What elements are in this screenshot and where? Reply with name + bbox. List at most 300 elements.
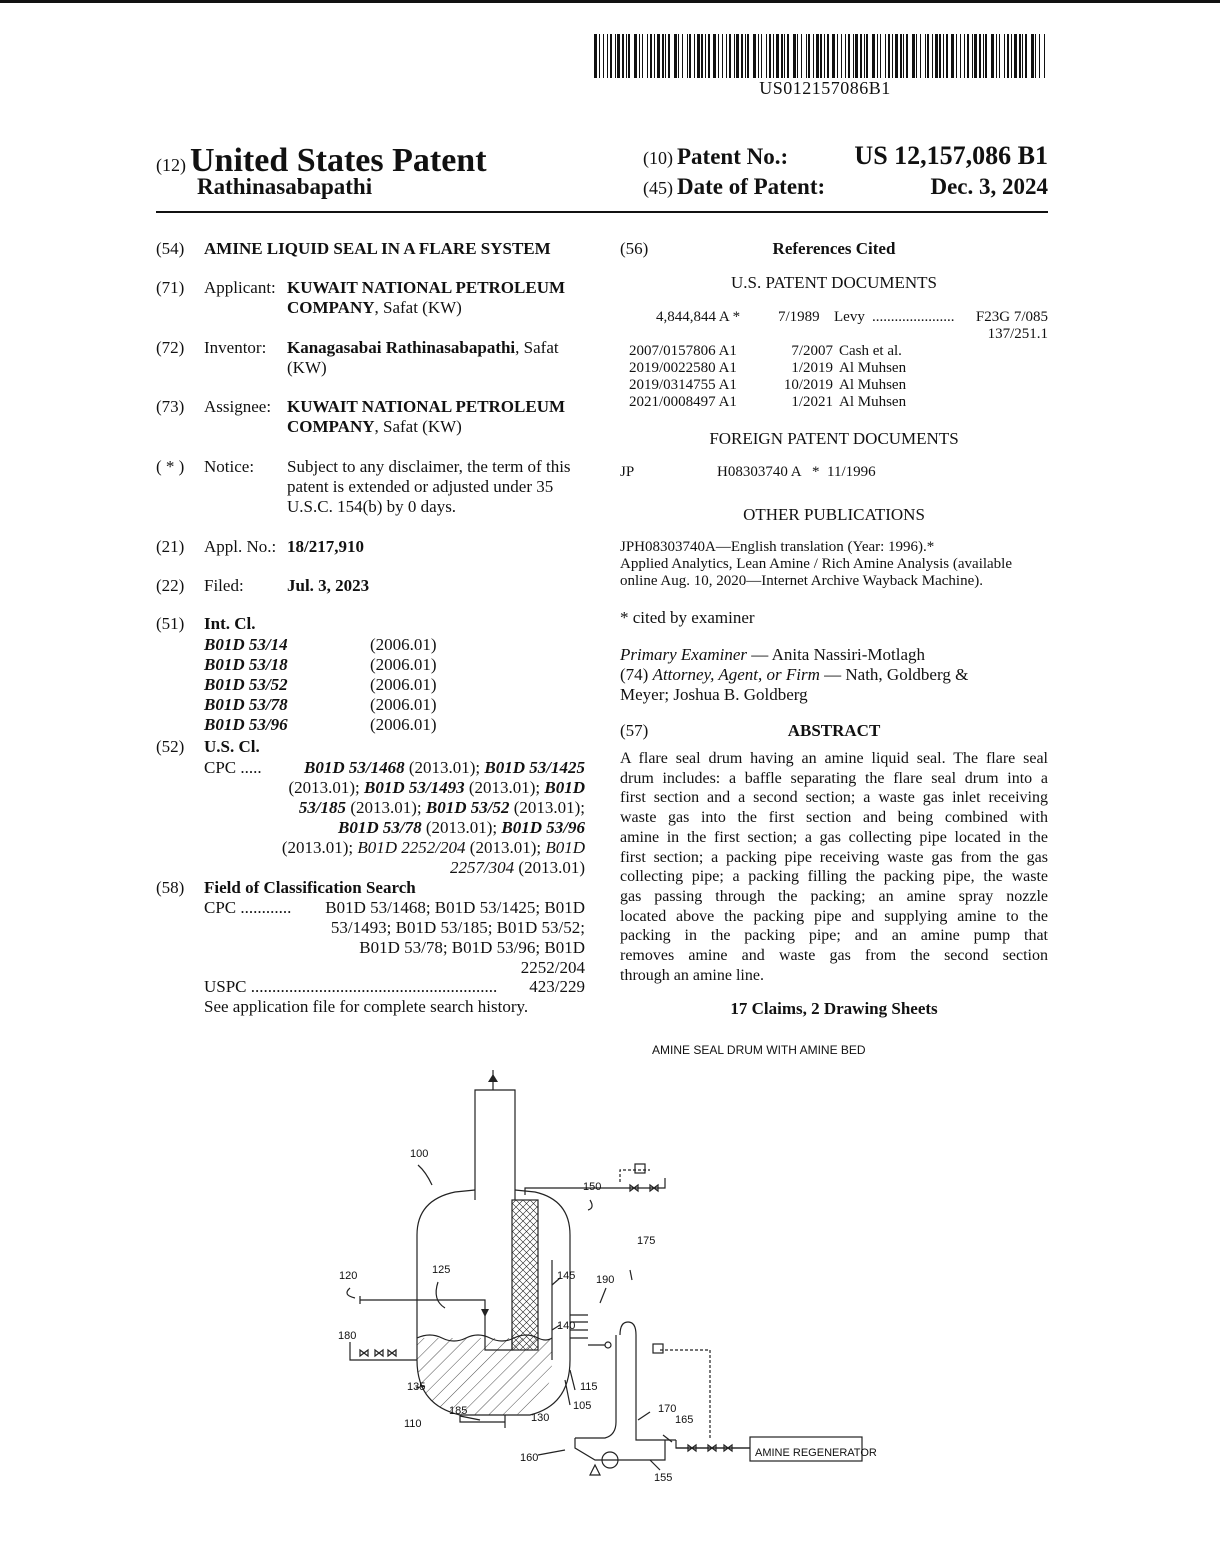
invention-title: AMINE LIQUID SEAL IN A FLARE SYSTEM bbox=[204, 239, 551, 258]
barcode-bar bbox=[920, 34, 921, 78]
flare-stack bbox=[475, 1090, 515, 1200]
label-175: 175 bbox=[637, 1235, 656, 1247]
barcode-bar bbox=[972, 34, 973, 78]
intcl-field-number: (51) bbox=[156, 614, 185, 633]
label-190: 190 bbox=[596, 1274, 615, 1286]
foreign-docs-heading: FOREIGN PATENT DOCUMENTS bbox=[709, 429, 959, 448]
barcode-bar bbox=[1035, 34, 1036, 78]
cpc-year: (2013.01) bbox=[514, 858, 585, 877]
barcode-bar bbox=[713, 34, 716, 78]
barcode-bar bbox=[701, 34, 703, 78]
inventor-surname: Rathinasabapathi bbox=[197, 174, 373, 199]
cpc-code: B01D 53/96 bbox=[501, 818, 585, 837]
barcode-bar bbox=[776, 34, 779, 78]
notice-text bbox=[287, 457, 587, 517]
label-100: 100 bbox=[410, 1148, 429, 1160]
cpc-code: B01D 53/78 bbox=[338, 818, 422, 837]
label-145: 145 bbox=[557, 1270, 576, 1282]
attorney-name-2: Meyer; Joshua B. Goldberg bbox=[620, 685, 808, 704]
abstract-text bbox=[620, 749, 1048, 985]
barcode-bar bbox=[784, 34, 785, 78]
other-pub-line: JPH08303740A—English translation (Year: 1996).* bbox=[620, 539, 935, 555]
barcode-bar bbox=[912, 34, 915, 78]
intcl-year: (2006.01) bbox=[370, 695, 437, 714]
label-120: 120 bbox=[339, 1270, 358, 1282]
barcode-bar bbox=[820, 34, 822, 78]
barcode-bar bbox=[866, 34, 868, 78]
barcode-bar bbox=[594, 34, 597, 78]
barcode-bar bbox=[603, 34, 604, 78]
field-cpc-line: B01D 53/78; B01D 53/96; B01D bbox=[359, 938, 585, 957]
cpc-year: (2013.01); bbox=[509, 798, 585, 817]
barcode-bar bbox=[1011, 34, 1012, 78]
barcode-bar bbox=[967, 34, 969, 78]
patent-number-label: Patent No.: bbox=[677, 144, 789, 169]
barcode-bar bbox=[999, 34, 1000, 78]
inventor-location-2: (KW) bbox=[287, 358, 327, 377]
barcode-bar bbox=[682, 34, 683, 78]
barcode-bar bbox=[1007, 34, 1009, 78]
barcode-bar bbox=[628, 34, 630, 78]
label-165: 165 bbox=[675, 1414, 694, 1426]
barcode-bar bbox=[845, 34, 846, 78]
inventor-label: Inventor: bbox=[204, 338, 267, 357]
barcode-bar bbox=[939, 34, 941, 78]
cpc-year: (2013.01); bbox=[465, 838, 546, 857]
cpc-line bbox=[250, 798, 585, 818]
cpc-code: B01D bbox=[545, 838, 585, 857]
filed-date: Jul. 3, 2023 bbox=[287, 576, 370, 595]
barcode-bar bbox=[1022, 34, 1023, 78]
barcode-bar bbox=[985, 34, 987, 78]
label-140: 140 bbox=[557, 1320, 576, 1332]
applicant-label: Applicant: bbox=[204, 278, 276, 297]
us-doc-row bbox=[629, 343, 906, 360]
barcode-bar bbox=[758, 34, 759, 78]
notice-field-number: ( * ) bbox=[156, 457, 185, 476]
examiner-label: Primary Examiner bbox=[620, 645, 748, 664]
foreign-doc: H08303740 A * 11/1996 bbox=[717, 464, 876, 480]
attorney-label: Attorney, Agent, or Firm bbox=[652, 665, 820, 684]
inventor-field-number: (72) bbox=[156, 338, 185, 357]
claims-summary: 17 Claims, 2 Drawing Sheets bbox=[730, 999, 938, 1018]
abstract-line: through an amine line. bbox=[620, 966, 764, 984]
search-history-note: See application file for complete search history. bbox=[204, 997, 529, 1016]
barcode-bar bbox=[634, 34, 637, 78]
barcode-bar bbox=[1019, 34, 1021, 78]
barcode-bar bbox=[974, 34, 977, 78]
abstract-line: collecting pipe; a packing filling the packing pipe, the waste bbox=[620, 868, 1048, 886]
references-heading: References Cited bbox=[772, 239, 896, 258]
label-155: 155 bbox=[654, 1472, 673, 1484]
intcl-row bbox=[204, 715, 437, 735]
us-docs-list bbox=[629, 343, 906, 411]
barcode-bar bbox=[678, 34, 679, 78]
us-doc-number: 2019/0022580 A1 bbox=[629, 360, 737, 376]
barcode-bar bbox=[900, 34, 902, 78]
patent-date-row bbox=[643, 174, 1048, 200]
barcode-image bbox=[590, 34, 1050, 78]
examiner-name: — Anita Nassiri-Motlagh bbox=[747, 645, 926, 664]
uspc-row bbox=[204, 977, 585, 997]
label-130: 130 bbox=[531, 1412, 550, 1424]
cpc-line bbox=[250, 758, 585, 778]
barcode-bar bbox=[753, 34, 756, 78]
type-number: (12) bbox=[156, 155, 186, 175]
us-doc-number: 2019/0314755 A1 bbox=[629, 377, 737, 393]
cpc-year: (2013.01); bbox=[346, 798, 426, 817]
stack-arrow-head bbox=[488, 1074, 498, 1082]
barcode-bar bbox=[837, 34, 838, 78]
barcode-bar bbox=[705, 34, 706, 78]
us-doc-number: 2021/0008497 A1 bbox=[629, 394, 737, 410]
assignee-name: KUWAIT NATIONAL PETROLEUM bbox=[287, 397, 566, 416]
barcode-bar bbox=[801, 34, 802, 78]
barcode-bar bbox=[806, 34, 807, 78]
cpc-code: B01D bbox=[544, 778, 585, 797]
intcl-label: Int. Cl. bbox=[204, 614, 256, 633]
other-pubs bbox=[620, 539, 1048, 590]
appl-field-number: (21) bbox=[156, 537, 185, 556]
barcode-bar bbox=[813, 34, 814, 78]
intcl-code: B01D 53/78 bbox=[204, 695, 288, 714]
barcode-bar bbox=[860, 34, 862, 78]
barcode-bar bbox=[827, 34, 829, 78]
label-170: 170 bbox=[658, 1403, 677, 1415]
cpc-year: (2013.01); bbox=[421, 818, 502, 837]
abstract-field-number: (57) bbox=[620, 721, 649, 740]
barcode-bar bbox=[617, 34, 620, 78]
label-125: 125 bbox=[432, 1264, 451, 1276]
amine-column bbox=[620, 1322, 676, 1440]
barcode-bar bbox=[668, 34, 670, 78]
patent-date-code: (45) bbox=[643, 178, 673, 198]
cpc-year: (2013.01); bbox=[404, 758, 485, 777]
cpc-code: B01D 2252/204 bbox=[357, 838, 466, 857]
intcl-code: B01D 53/14 bbox=[204, 635, 288, 654]
patent-date: Dec. 3, 2024 bbox=[930, 174, 1048, 199]
label-150: 150 bbox=[583, 1181, 602, 1193]
barcode-bar bbox=[642, 34, 643, 78]
barcode-bar bbox=[1039, 34, 1040, 78]
intcl-row bbox=[204, 695, 437, 715]
us-doc-date: 1/2021 bbox=[791, 394, 833, 410]
cpc-code: B01D 53/1468 bbox=[304, 758, 405, 777]
cpc-year: (2013.01); bbox=[464, 778, 545, 797]
intcl-row bbox=[204, 635, 437, 655]
examiner-row bbox=[620, 645, 925, 665]
barcode-bar bbox=[841, 34, 842, 78]
us-doc-name: Al Muhsen bbox=[839, 394, 907, 410]
amine-regenerator-label: AMINE REGENERATOR bbox=[755, 1447, 877, 1459]
barcode-bar bbox=[726, 34, 727, 78]
barcode-bar bbox=[694, 34, 695, 78]
field-cpc-line: 2252/204 bbox=[520, 958, 585, 977]
barcode-bar bbox=[1004, 34, 1005, 78]
patent-number-row bbox=[643, 141, 1048, 170]
barcode-bar bbox=[787, 34, 789, 78]
barcode-bar bbox=[943, 34, 944, 78]
us-doc-row bbox=[629, 394, 906, 411]
abstract-line: first section; a packing pipe receiving waste gas from the gas bbox=[620, 848, 1048, 866]
barcode-bar bbox=[1014, 34, 1017, 78]
barcode-bar bbox=[895, 34, 898, 78]
barcode-bar bbox=[665, 34, 666, 78]
barcode-bar bbox=[689, 34, 691, 78]
barcode-bar bbox=[848, 34, 850, 78]
barcode-bar bbox=[741, 34, 743, 78]
applicant-field-number: (71) bbox=[156, 278, 185, 297]
attorney-name: — Nath, Goldberg & bbox=[819, 665, 969, 684]
barcode-bar bbox=[773, 34, 774, 78]
us-doc-class: F23G 7/085 bbox=[975, 309, 1048, 325]
cpc-line bbox=[250, 778, 585, 798]
label-115: 115 bbox=[580, 1381, 598, 1393]
label-160: 160 bbox=[520, 1452, 539, 1464]
other-pub-line: online Aug. 10, 2020—Internet Archive Wayback Machine). bbox=[620, 573, 984, 589]
patent-number-code: (10) bbox=[643, 148, 673, 168]
page-title: United States Patent bbox=[190, 142, 487, 179]
uscl-field-number: (52) bbox=[156, 737, 185, 756]
amine-spray-line bbox=[525, 1188, 620, 1195]
abstract-line: A flare seal drum having an amine liquid seal. The flare seal bbox=[620, 750, 1048, 767]
barcode-bar bbox=[906, 34, 908, 78]
barcode-bar bbox=[729, 34, 731, 78]
barcode-bar bbox=[964, 34, 965, 78]
label-180: 180 bbox=[338, 1330, 357, 1342]
barcode-bar bbox=[946, 34, 948, 78]
us-doc-dots: ...................... bbox=[872, 309, 955, 325]
abstract-line: first section and a second section; a waste gas inlet receiving bbox=[620, 789, 1048, 807]
intcl-year: (2006.01) bbox=[370, 635, 437, 654]
barcode-bar bbox=[708, 34, 710, 78]
barcode-bar bbox=[932, 34, 933, 78]
barcode-bar bbox=[622, 34, 624, 78]
barcode-bar bbox=[718, 34, 719, 78]
applicant-name-2: COMPANY bbox=[287, 298, 375, 317]
barcode-bar bbox=[816, 34, 819, 78]
field-cpc-line: B01D 53/1468; B01D 53/1425; B01D bbox=[325, 898, 585, 917]
inventor-location: , Safat bbox=[515, 338, 559, 357]
barcode-bar bbox=[935, 34, 938, 78]
intcl-list bbox=[204, 635, 437, 735]
cpc-line bbox=[250, 818, 585, 838]
us-doc-date: 7/2007 bbox=[791, 343, 833, 359]
other-pubs-heading: OTHER PUBLICATIONS bbox=[743, 505, 925, 524]
inventor-name: Kanagasabai Rathinasabapathi bbox=[287, 338, 516, 357]
intcl-code: B01D 53/96 bbox=[204, 715, 288, 734]
us-doc-number: 4,844,844 A * bbox=[656, 309, 741, 325]
barcode-bar bbox=[916, 34, 917, 78]
barcode-bar bbox=[747, 34, 749, 78]
amine-liquid bbox=[417, 1338, 552, 1415]
barcode-bar bbox=[745, 34, 746, 78]
us-doc-class-2: 137/251.1 bbox=[987, 326, 1048, 342]
us-docs-heading: U.S. PATENT DOCUMENTS bbox=[731, 273, 937, 292]
patent-number: US 12,157,086 B1 bbox=[854, 141, 1048, 170]
pump-line bbox=[575, 1438, 665, 1460]
barcode-bar bbox=[927, 34, 929, 78]
other-pub-line: Applied Analytics, Lean Amine / Rich Amine Analysis (available bbox=[620, 556, 1013, 572]
barcode-bar bbox=[674, 34, 677, 78]
cited-by-examiner: * cited by examiner bbox=[620, 608, 755, 627]
appl-number: 18/217,910 bbox=[287, 537, 364, 556]
barcode-bar bbox=[925, 34, 926, 78]
uscl-label: U.S. Cl. bbox=[204, 737, 260, 756]
field-cpc-label: CPC ............ bbox=[204, 898, 292, 917]
inventor-value bbox=[287, 338, 559, 378]
barcode-bar bbox=[979, 34, 981, 78]
field-cpc-line: 53/1493; B01D 53/185; B01D 53/52; bbox=[330, 918, 585, 937]
barcode-bar bbox=[832, 34, 835, 78]
cpc-code: 2257/304 bbox=[449, 858, 515, 877]
barcode-number: US012157086B1 bbox=[759, 78, 891, 98]
intcl-year: (2006.01) bbox=[370, 675, 437, 694]
title-field-number: (54) bbox=[156, 239, 185, 258]
barcode-bar bbox=[1031, 34, 1034, 78]
applicant-value bbox=[287, 278, 565, 318]
barcode-bar bbox=[769, 34, 771, 78]
barcode-bar bbox=[996, 34, 997, 78]
cpc-code: B01D 53/1425 bbox=[484, 758, 585, 777]
cpc-code: 53/185 bbox=[298, 798, 347, 817]
figure-title: AMINE SEAL DRUM WITH AMINE BED bbox=[652, 1043, 866, 1057]
us-doc-name: Al Muhsen bbox=[839, 377, 907, 393]
barcode-bar bbox=[697, 34, 700, 78]
barcode-bar bbox=[761, 34, 762, 78]
filed-field-number: (22) bbox=[156, 576, 185, 595]
intcl-row bbox=[204, 655, 437, 675]
label-135: 135 bbox=[407, 1381, 426, 1393]
notice-label: Notice: bbox=[204, 457, 255, 476]
us-doc-name: Al Muhsen bbox=[839, 360, 907, 376]
barcode-bar bbox=[880, 34, 881, 78]
barcode-bar bbox=[877, 34, 878, 78]
cpc-classifications bbox=[250, 758, 585, 878]
notice-line: patent is extended or adjusted under 35 bbox=[287, 477, 554, 496]
patent-date-label: Date of Patent: bbox=[677, 174, 826, 199]
us-doc-date: 10/2019 bbox=[783, 377, 833, 393]
barcode-bar bbox=[793, 34, 796, 78]
uspc-dots: .......................................................... bbox=[250, 977, 498, 996]
intcl-year: (2006.01) bbox=[370, 655, 437, 674]
barcode-bar bbox=[951, 34, 954, 78]
assignee-label: Assignee: bbox=[204, 397, 272, 416]
us-doc-date: 1/2019 bbox=[791, 360, 833, 376]
abstract-line: removes amine and waste gas from the second section bbox=[620, 947, 1048, 965]
abstract-line: waste gas into the first section and being combined with bbox=[620, 809, 1048, 827]
us-doc-name: Levy bbox=[834, 309, 865, 325]
barcode-bar bbox=[960, 34, 961, 78]
barcode-bar bbox=[639, 34, 640, 78]
us-doc-number: 2007/0157806 A1 bbox=[629, 343, 737, 359]
cpc-year: (2013.01); bbox=[288, 778, 364, 797]
abstract-line: drum includes: a baffle separating the flare seal drum into a bbox=[620, 769, 1048, 787]
barcode-bar bbox=[687, 34, 688, 78]
applicant-name: KUWAIT NATIONAL PETROLEUM bbox=[287, 278, 566, 297]
intcl-code: B01D 53/18 bbox=[204, 655, 288, 674]
references-field-number: (56) bbox=[620, 239, 649, 258]
barcode-bar bbox=[888, 34, 890, 78]
intcl-code: B01D 53/52 bbox=[204, 675, 288, 694]
barcode-bar bbox=[781, 34, 783, 78]
inlet-arrow-head bbox=[481, 1309, 489, 1317]
uspc-value: 423/229 bbox=[526, 977, 585, 997]
cpc-line bbox=[250, 838, 585, 858]
cpc-label: CPC ..... bbox=[204, 758, 262, 777]
us-doc-row bbox=[629, 377, 906, 394]
barcode-bar bbox=[892, 34, 893, 78]
cpc-line bbox=[250, 858, 585, 878]
cpc-code: B01D 53/1493 bbox=[363, 778, 465, 797]
top-border bbox=[0, 0, 1220, 3]
barcode-bar bbox=[853, 34, 854, 78]
barcode-bar bbox=[1025, 34, 1027, 78]
assignee-field-number: (73) bbox=[156, 397, 185, 416]
intcl-year: (2006.01) bbox=[370, 715, 437, 734]
barcode-bar bbox=[824, 34, 825, 78]
us-doc-row bbox=[629, 360, 906, 377]
barcode-bar bbox=[610, 34, 612, 78]
abstract-line: amine in the first section; a gas collecting pipe located in the bbox=[620, 828, 1048, 846]
barcode-bar bbox=[599, 34, 600, 78]
barcode-bar bbox=[991, 34, 994, 78]
us-doc-date: 7/1989 bbox=[778, 309, 820, 325]
intcl-row bbox=[204, 675, 437, 695]
filed-label: Filed: bbox=[204, 576, 244, 595]
barcode-bar bbox=[766, 34, 767, 78]
cpc-year: (2013.01); bbox=[281, 838, 358, 857]
assignee-value bbox=[287, 397, 565, 437]
label-185: 185 bbox=[449, 1405, 468, 1417]
appl-label: Appl. No.: bbox=[204, 537, 277, 556]
barcode-bar bbox=[734, 34, 735, 78]
barcode-bar bbox=[722, 34, 723, 78]
barcode-bar bbox=[797, 34, 798, 78]
applicant-location: , Safat (KW) bbox=[374, 298, 462, 317]
assignee-name-2: COMPANY bbox=[287, 417, 375, 436]
barcode-bar bbox=[626, 34, 627, 78]
us-doc-name: Cash et al. bbox=[839, 343, 902, 359]
uspc-label: USPC bbox=[204, 977, 247, 996]
notice-line: U.S.C. 154(b) by 0 days. bbox=[287, 497, 457, 516]
barcode-bar bbox=[657, 34, 660, 78]
barcode-bar bbox=[855, 34, 858, 78]
abstract-heading: ABSTRACT bbox=[787, 721, 881, 740]
assignee-location: , Safat (KW) bbox=[374, 417, 462, 436]
barcode-bar bbox=[864, 34, 865, 78]
cpc-code: B01D 53/52 bbox=[425, 798, 510, 817]
label-110: 110 bbox=[404, 1418, 422, 1430]
barcode-bar bbox=[654, 34, 655, 78]
header-divider bbox=[156, 211, 1048, 213]
field-search-label: Field of Classification Search bbox=[204, 878, 416, 897]
barcode-bar bbox=[615, 34, 616, 78]
barcode-bar bbox=[736, 34, 739, 78]
abstract-line: packing in the packing pipe; and an amine pump that bbox=[620, 927, 1048, 945]
barcode-bar bbox=[662, 34, 664, 78]
barcode-bar bbox=[956, 34, 957, 78]
field-cpc-list bbox=[300, 898, 585, 978]
abstract-line: gas passing through the packing; an amine spray nozzle bbox=[620, 887, 1048, 905]
field-search-number: (58) bbox=[156, 878, 185, 897]
barcode-bar bbox=[903, 34, 904, 78]
notice-line: Subject to any disclaimer, the term of this bbox=[287, 457, 571, 476]
barcode-bar bbox=[650, 34, 652, 78]
barcode-bar bbox=[1044, 34, 1045, 78]
barcode-bar bbox=[607, 34, 608, 78]
attorney-row bbox=[620, 665, 968, 685]
